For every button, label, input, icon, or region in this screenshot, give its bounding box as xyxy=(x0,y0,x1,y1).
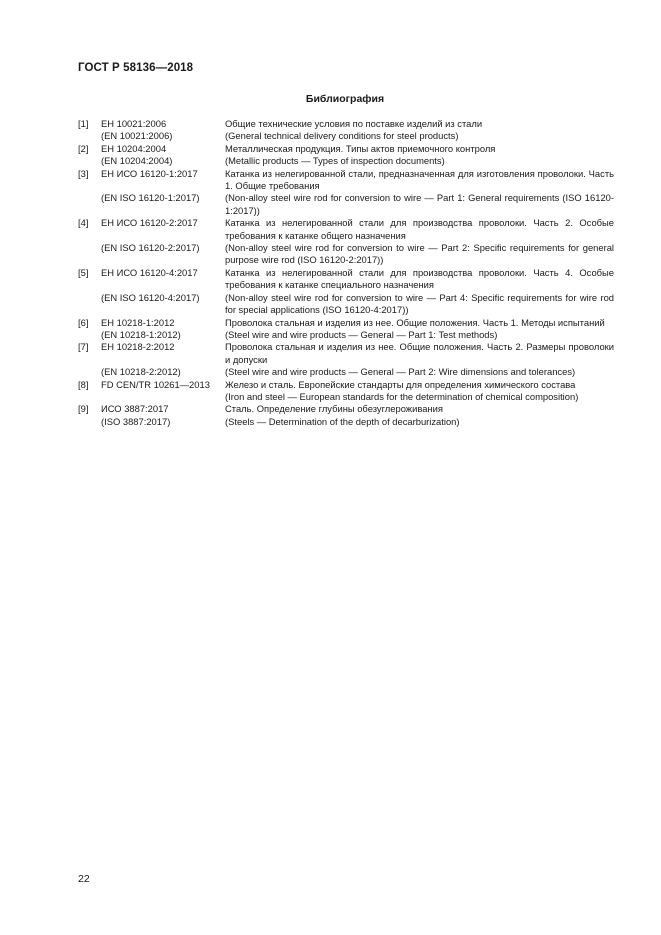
bibliography-entry xyxy=(78,168,614,218)
page-number: 22 xyxy=(78,873,90,885)
entry-title: Проволока стальная и изделия из нее. Общие положения. Часть 1. Методы испытаний xyxy=(225,316,605,328)
entry-code: ЕН 10218-1:2012 xyxy=(101,316,175,328)
bibliography-entry xyxy=(78,317,614,342)
entry-number: [6] xyxy=(78,316,89,328)
entry-code-original: (EN ISO 16120-2:2017) xyxy=(101,242,200,254)
bibliography-entry xyxy=(78,118,614,143)
entry-code-original: (EN ISO 16120-4:2017) xyxy=(101,291,200,303)
entry-code-original: (EN 10218-2:2012) xyxy=(101,366,181,378)
entry-code-original: (EN 10204:2004) xyxy=(101,155,173,167)
entry-title: Катанка из нелегированной стали для производства проволоки. Часть 2. Особые требования к катанке общего назначения xyxy=(225,217,614,241)
bibliography-entry xyxy=(78,341,614,378)
entry-title: Общие технические условия по поставке изделий из стали xyxy=(225,118,483,129)
entry-title: Катанка из нелегированной стали для производства проволоки. Часть 4. Особые требования к катанке специального назначения xyxy=(225,266,614,291)
entry-number: [2] xyxy=(78,142,89,154)
entry-code: ЕН 10021:2006 xyxy=(101,118,167,129)
bibliography-entry xyxy=(78,403,614,428)
document-code: ГОСТ Р 58136—2018 xyxy=(78,62,194,74)
entry-code-original: (EN 10021:2006) xyxy=(101,130,173,142)
entry-code: FD CEN/TR 10261—2013 xyxy=(101,378,210,390)
entry-title: Железо и сталь. Европейские стандарты для определения химического состава xyxy=(225,378,576,390)
entry-title: Катанка из нелегированной стали, предназначенная для изготовления проволоки. Часть 1. Общие требования xyxy=(225,167,614,192)
entry-number: [8] xyxy=(78,378,89,390)
entry-code-original xyxy=(101,391,225,403)
entry-number: [7] xyxy=(78,341,89,353)
entry-title-original: (Non-alloy steel wire rod for conversion to wire — Part 2: Specific requirements for general purpose wire rod (ISO 16120-2:2017)) xyxy=(225,242,614,266)
entry-code: ИСО 3887:2017 xyxy=(101,403,169,415)
entry-title: Сталь. Определение глубины обезуглероживания xyxy=(225,403,443,415)
entry-title-original: (Non-alloy steel wire rod for conversion to wire — Part 1: General requirements (ISO 16120-1:2017)) xyxy=(225,192,614,216)
entry-title: Металлическая продукция. Типы актов приемочного контроля xyxy=(225,142,496,154)
entry-title-original: (Non-alloy steel wire rod for conversion to wire — Part 4: Specific requirements for wire rod for special applications (ISO 16120-4:2017)) xyxy=(225,291,614,316)
entry-code-original: (ISO 3887:2017) xyxy=(101,415,171,427)
bibliography-entry xyxy=(78,217,614,267)
entry-title-original: (Iron and steel — European standards for the determination of chemical composition) xyxy=(225,390,579,402)
entry-title-original: (Steel wire and wire products — General — Part 1: Test methods) xyxy=(225,328,498,340)
entry-title-original: (General technical delivery conditions for steel products) xyxy=(225,130,459,142)
entry-title-original: (Metallic products — Types of inspection documents) xyxy=(225,155,445,167)
bibliography-entry xyxy=(78,143,614,168)
entry-number: [9] xyxy=(78,403,89,415)
entry-code: ЕН ИСО 16120-1:2017 xyxy=(101,167,198,179)
entry-code-original: (EN 10218-1:2012) xyxy=(101,328,181,340)
entry-number: [1] xyxy=(78,118,89,129)
entry-code: ЕН 10204:2004 xyxy=(101,142,167,154)
entry-number: [3] xyxy=(78,167,89,179)
bibliography-list xyxy=(78,118,614,428)
entry-code: ЕН ИСО 16120-2:2017 xyxy=(101,217,198,229)
entry-title: Проволока стальная и изделия из нее. Общие положения. Часть 2. Размеры проволоки и допуски xyxy=(225,341,614,365)
entry-code: ЕН ИСО 16120-4:2017 xyxy=(101,266,198,278)
entry-title-original: (Steel wire and wire products — General — Part 2: Wire dimensions and tolerances) xyxy=(225,366,576,378)
entry-code-original: (EN ISO 16120-1:2017) xyxy=(101,192,200,204)
entry-title-original: (Steels — Determination of the depth of decarburization) xyxy=(225,415,460,427)
bibliography-entry xyxy=(78,267,614,317)
bibliography-title: Библиография xyxy=(305,93,385,105)
entry-code: ЕН 10218-2:2012 xyxy=(101,341,175,353)
bibliography-entry xyxy=(78,379,614,404)
entry-number: [5] xyxy=(78,266,89,278)
entry-number: [4] xyxy=(78,217,89,229)
